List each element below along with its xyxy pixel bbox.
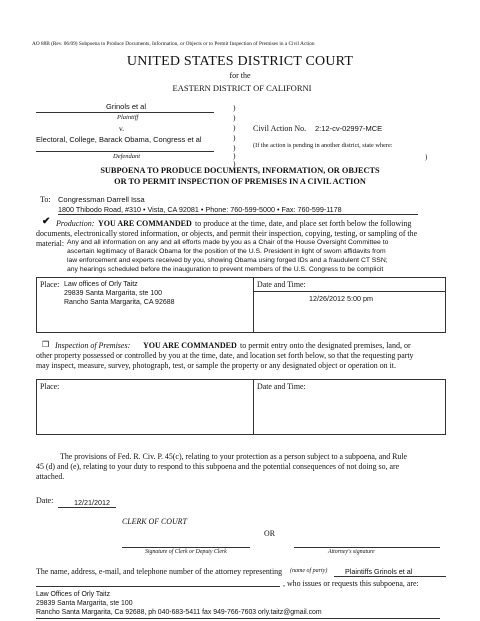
recipient-line: [58, 214, 418, 215]
plaintiff-name: Grinols et al: [106, 102, 147, 111]
inspection-place-box: [36, 379, 446, 435]
date-value: 12/21/2012: [74, 498, 110, 507]
place-box-divider: [253, 380, 254, 434]
recipient-address: 1800 Thibodo Road, #310 • Vista, CA 92081 • Phone: 760-599-5000 • Fax: 760-599-1178: [58, 205, 342, 214]
material-line: ascertain legitimacy of Barack Obama for the position of the U.S. President in light of sworn affidavits from: [67, 248, 386, 255]
caption-bracket: ): [233, 143, 236, 152]
datetime-value: 12/26/2012 5:00 pm: [309, 294, 373, 303]
inspection-label: Inspection of Premises:: [55, 341, 131, 350]
pending-note-close: ): [425, 153, 428, 161]
attorney-signature-label: Attorney's signature: [328, 549, 375, 555]
datetime-label: Date and Time:: [257, 382, 306, 391]
inspection-text-line2: other property possessed or controlled by you at the time, date, and location set forth below, so that the requesting party: [36, 351, 414, 360]
attorney-address-line: Law Offices of Orly Taitz: [36, 591, 111, 598]
name-of-party-label: (name of party): [290, 568, 328, 574]
defendant-line: [36, 151, 214, 152]
caption-bracket: ): [233, 151, 236, 160]
caption-bracket: ): [233, 113, 236, 122]
to-label: To:: [40, 195, 51, 204]
place-label: Place:: [40, 382, 60, 391]
inspection-text: to permit entry onto the designated premises, land, or: [240, 341, 411, 350]
material-label: material:: [36, 239, 65, 248]
caption-bracket: ): [233, 159, 236, 168]
plaintiff-line: [36, 112, 214, 113]
subpoena-heading-line1: SUBPOENA TO PRODUCE DOCUMENTS, INFORMATION, OR OBJECTS: [100, 166, 380, 175]
production-label: Production:: [56, 219, 95, 228]
form-id: AO 88B (Rev. 06/09) Subpoena to Produce Documents, Information, or Objects or to Permit Inspection of Premises in a Civil Action: [32, 41, 315, 47]
date-label: Date:: [36, 496, 54, 505]
material-line: law enforcement and experts received by you, showing Obama using forged IDs and a fraudulent CT SSN;: [67, 257, 388, 264]
production-check-icon: ✔: [42, 216, 51, 227]
court-district: EASTERN DISTRICT OF CALIFORNI: [172, 83, 312, 93]
party-line-2: [36, 586, 280, 587]
defendant-name: Electoral, College, Barack Obama, Congress et al: [36, 135, 202, 144]
place-box-divider: [253, 278, 254, 332]
datetime-underline: [253, 291, 445, 292]
subpoena-heading-line2: OR TO PERMIT INSPECTION OF PREMISES IN A CIVIL ACTION: [114, 177, 366, 186]
place-label: Place:: [40, 280, 60, 289]
attorney-address-line: Rancho Santa Margarita, Ca 92688, ph 040-683-5411 fax 949-766-7603 orly.taitz@gmail.com: [36, 609, 322, 616]
provisions-text: The provisions of Fed. R. Civ. P. 45(c), relating to your protection as a person subject to a subpoena, and Rule: [60, 452, 408, 461]
recipient-name: Congressman Darrell Issa: [58, 195, 145, 204]
versus: v.: [119, 124, 125, 133]
inspection-command: YOU ARE COMMANDED: [143, 341, 237, 350]
date-line: [58, 507, 116, 508]
production-text: to produce at the time, date, and place set forth below the following: [195, 219, 412, 228]
inspection-text-line3: may inspect, measure, survey, photograph, test, or sample the property or any designated object or operation on it.: [36, 361, 396, 370]
signature-or: OR: [264, 529, 275, 538]
production-command: YOU ARE COMMANDED: [98, 219, 192, 228]
provisions-text: attached.: [36, 472, 65, 481]
caption-bracket: ): [233, 103, 236, 112]
place-line: Law offices of Orly Taitz: [64, 281, 138, 288]
party-value: Plaintiffs Grinols et al: [345, 567, 413, 576]
clerk-of-court: CLERK OF COURT: [122, 517, 187, 526]
plaintiff-label: Plaintiff: [117, 114, 139, 121]
production-text-line2: documents, electronically stored information, or objects, and permit their inspection, copying, testing, or sampling of the: [36, 229, 418, 238]
attorney-info-text-line2: , who issues or requests this subpoena, are:: [283, 579, 419, 588]
party-line: [334, 576, 446, 577]
caption-bracket: ): [233, 133, 236, 142]
provisions-text: 45 (d) and (e), relating to your duty to respond to this subpoena and the potential consequences of not doing so, are: [36, 462, 400, 471]
attorney-signature-line: [294, 547, 440, 548]
civil-action-label: Civil Action No.: [253, 124, 307, 133]
court-for-the: for the: [229, 71, 251, 80]
civil-action-number: 2:12-cv-02997-MCE: [315, 124, 383, 133]
clerk-signature-line: [122, 547, 250, 548]
inspection-checkbox-icon[interactable]: ❒: [42, 340, 50, 349]
place-line: Rancho Santa Margarita, CA 92688: [64, 299, 175, 306]
material-line: any hearings scheduled before the inauguration to prevent members of the U.S. Congress to be complicit: [67, 266, 384, 273]
attorney-address-underline: [36, 618, 440, 619]
material-line: Any and all information on any and all efforts made by you as a Chair of the House Oversight Committee to: [67, 239, 389, 246]
pending-note: (If the action is pending in another district, state where:: [253, 142, 393, 149]
caption-bracket: ): [233, 123, 236, 132]
attorney-info-text: The name, address, e-mail, and telephone number of the attorney representing: [36, 567, 283, 576]
court-title: UNITED STATES DISTRICT COURT: [126, 54, 354, 69]
attorney-address-line: 29839 Santa Margarita, ste 100: [36, 600, 133, 607]
defendant-label: Defendant: [113, 153, 141, 160]
datetime-label: Date and Time:: [257, 280, 306, 289]
place-line: 29839 Santa Margarita, ste 100: [64, 290, 163, 297]
clerk-signature-label: Signature of Clerk or Deputy Clerk: [145, 549, 227, 555]
